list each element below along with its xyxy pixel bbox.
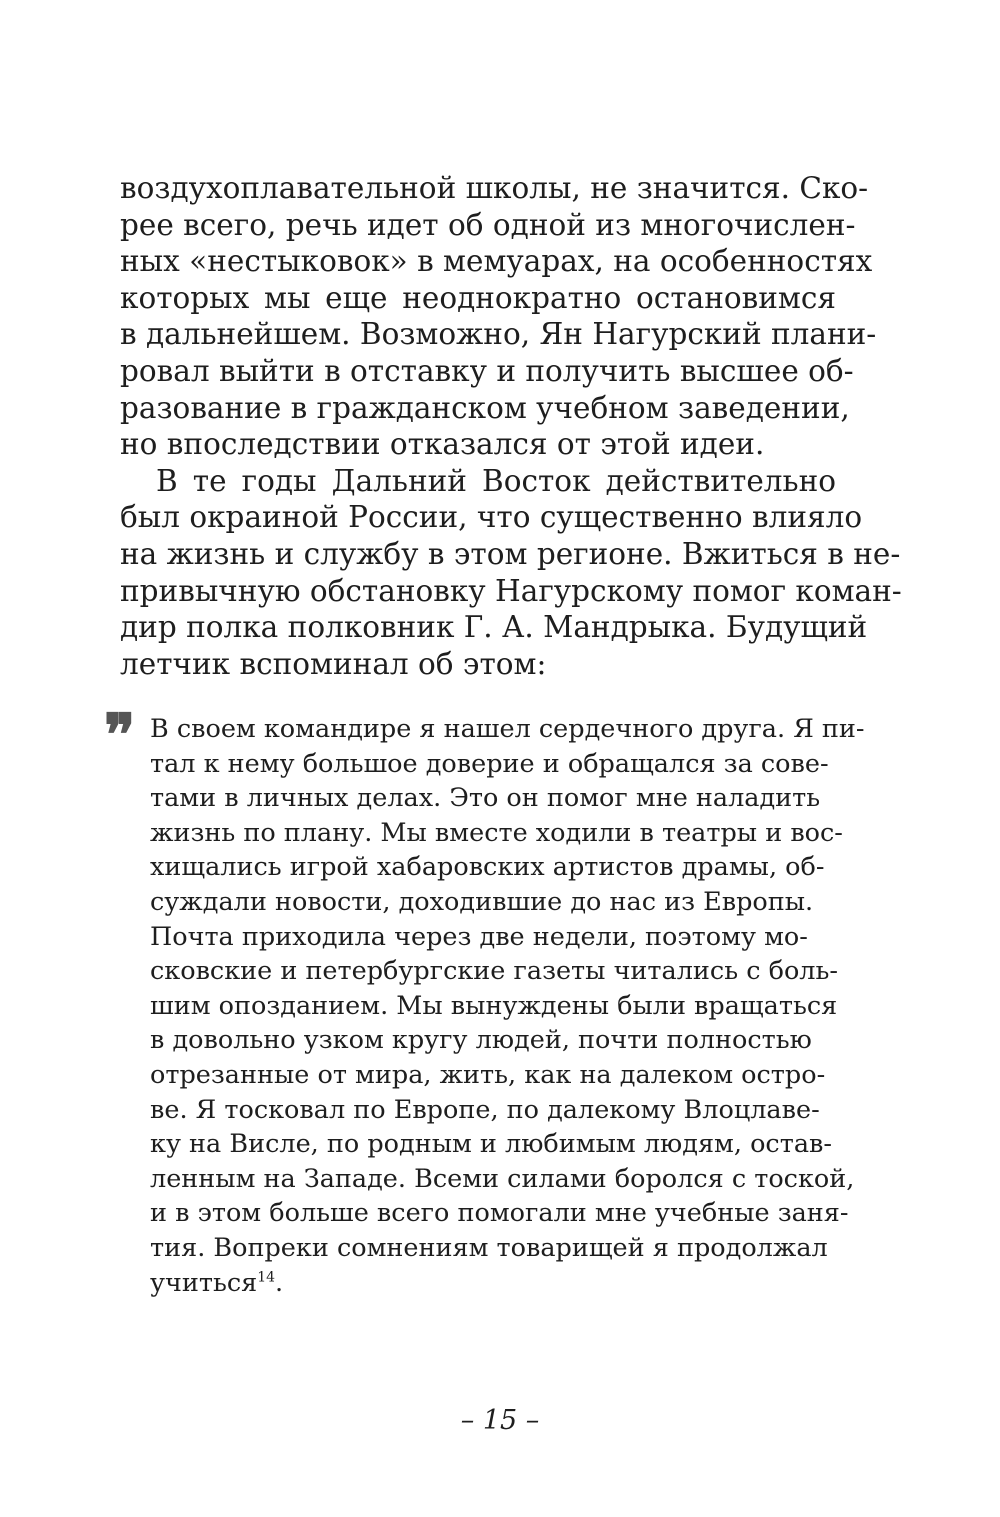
text-line: ровал выйти в отставку и получить высшее об-	[120, 353, 854, 388]
text-line: привычную обстановку Нагурскому помог коман-	[120, 573, 902, 608]
quote-line: и в этом больше всего помогали мне учебные заня-	[150, 1198, 849, 1229]
text-line: которых мы еще неоднократно остановимся	[120, 280, 836, 315]
text-line: разование в гражданском учебном заведении,	[120, 390, 850, 425]
paragraph-1	[120, 170, 877, 463]
paragraph-2	[120, 463, 902, 683]
quote-line: в довольно узком кругу людей, почти полностью	[150, 1025, 812, 1056]
quote-line: суждали новости, доходившие до нас из Европы.	[150, 886, 814, 917]
quote-line: тия. Вопреки сомнениям товарищей я продолжал	[150, 1232, 828, 1263]
text-line: ных «нестыковок» в мемуарах, на особенностях	[120, 244, 873, 279]
text-line: воздухоплавательной школы, не значится. Ско-	[120, 171, 869, 205]
text-line: летчик вспоминал об этом:	[120, 646, 547, 681]
quote-line: тал к нему большое доверие и обращался за сове-	[150, 748, 829, 779]
quote-line: отрезанные от мира, жить, как на далеком остро-	[150, 1059, 826, 1090]
quote-line: шим опозданием. Мы вынуждены были вращаться	[150, 990, 838, 1021]
body-text	[120, 170, 902, 682]
quote-line: хищались игрой хабаровских артистов драмы, об-	[150, 852, 825, 883]
footnote-ref[interactable]: 14	[257, 1269, 276, 1285]
text-line: но впоследствии отказался от этой идеи.	[120, 427, 765, 462]
text-line: В те годы Дальний Восток действительно	[156, 463, 836, 498]
page-number: – 15 –	[460, 1405, 540, 1436]
quote-line: В своем командире я нашел сердечного друга. Я пи-	[150, 714, 865, 744]
quote-line: ку на Висле, по родным и любимым людям, остав-	[150, 1129, 833, 1160]
text-line: был окраиной России, что существенно влияло	[120, 500, 863, 535]
quote-line: жизнь по плану. Мы вместе ходили в театры и вос-	[150, 817, 843, 848]
quote-line: тами в личных делах. Это он помог мне наладить	[150, 783, 821, 814]
text-line: рее всего, речь идет об одной из многочислен-	[120, 207, 856, 242]
quote-mark-icon: ❞	[104, 701, 136, 769]
memoir-quote	[150, 712, 865, 1300]
quote-last-punct: .	[275, 1267, 284, 1298]
text-line: дир полка полковник Г. А. Мандрыка. Будущий	[120, 610, 868, 645]
quote-line: сковские и петербургские газеты читались с боль-	[150, 956, 838, 987]
quote-line: ве. Я тосковал по Европе, по далекому Влоцлаве-	[150, 1094, 820, 1125]
quote-last-line	[150, 1266, 805, 1301]
text-line: на жизнь и службу в этом регионе. Вжиться в не-	[120, 536, 901, 571]
quote-last-word: учиться	[150, 1267, 258, 1298]
quote-line: Почта приходила через две недели, поэтому мо-	[150, 921, 808, 952]
text-line: в дальнейшем. Возможно, Ян Нагурский плани-	[120, 317, 877, 352]
quote-line: ленным на Западе. Всеми силами боролся с тоской,	[150, 1163, 855, 1194]
